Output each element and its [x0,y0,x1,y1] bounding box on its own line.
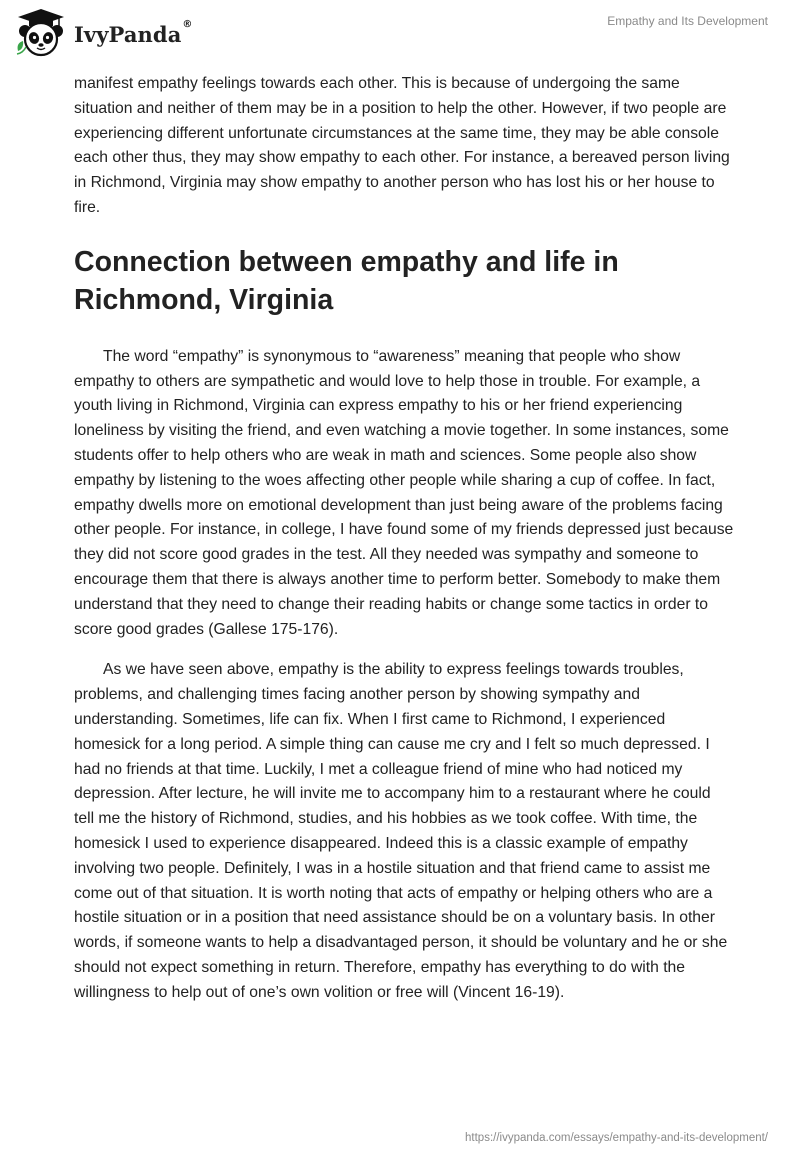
panda-graduate-icon [14,7,68,59]
essay-content [74,72,734,1006]
page-header [0,0,800,62]
registered-mark: ® [182,18,193,30]
brand-logo[interactable] [14,7,193,59]
intro-paragraph: manifest empathy feelings towards each other. This is because of undergoing the same situation and neither of them may be in a position to help the other. However, if two people are experiencing different unfortunate circumstances at the same time, they may be able console each other thus, they may show empathy to each other. For instance, a bereaved person living in Richmond, Virginia may show empathy to another person who has lost his or her house to fire. [74,75,730,216]
brand-name: IvyPanda® [74,18,193,47]
section-heading: Connection between empathy and life in Richmond, Virginia [74,245,619,316]
footer-url[interactable]: https://ivypanda.com/essays/empathy-and-its-development/ [465,1132,768,1144]
document-title: Empathy and Its Development [607,14,768,28]
body-paragraph-2: As we have seen above, empathy is the ability to express feelings towards troubles, problems, and challenging times facing another person by showing sympathy and understanding. Sometimes, life can fix. When I first came to Richmond, I experienced homesick for a long period. A simple thing can cause me cry and I felt so much depressed. I had no friends at that time. Luckily, I met a colleague friend of mine who had noticed my depression. After lecture, he will invite me to accompany him to a restaurant where he could tell me the history of Richmond, studies, and his hobbies as we took coffee. With time, the homesick I used to experience disappeared. Indeed this is a classic example of empathy involving two people. Definitely, I was in a hostile situation and that friend came to assist me come out of that situation. It is worth noting that acts of empathy or helping others who are a hostile situation or in a position that need assistance should be on a voluntary basis. In other words, if someone wants to help a disadvantaged person, it should be voluntary and he or she should not expect something in return. Therefore, empathy has everything to do with the willingness to help out of one’s own volition or free will (Vincent 16-19). [74,661,728,1001]
body-paragraph-1: The word “empathy” is synonymous to “awareness” meaning that people who show empathy to others are sympathetic and would love to help those in trouble. For example, a youth living in Richmond, Virginia can express empathy to his or her friend experiencing loneliness by visiting the friend, and even watching a movie together. In some instances, some students offer to help others who are weak in math and sciences. Some people also show empathy by listening to the woes affecting other people while sharing a cup of coffee. In fact, empathy dwells more on emotional development than just being aware of the problems facing other people. For instance, in college, I have found some of my friends depressed just because they did not score good grades in the test. All they needed was sympathy and someone to encourage them that there is always another time to perform better. Somebody to make them understand that they need to change their reading habits or change some tactics in order to score good grades (Gallese 175-176). [74,347,734,638]
